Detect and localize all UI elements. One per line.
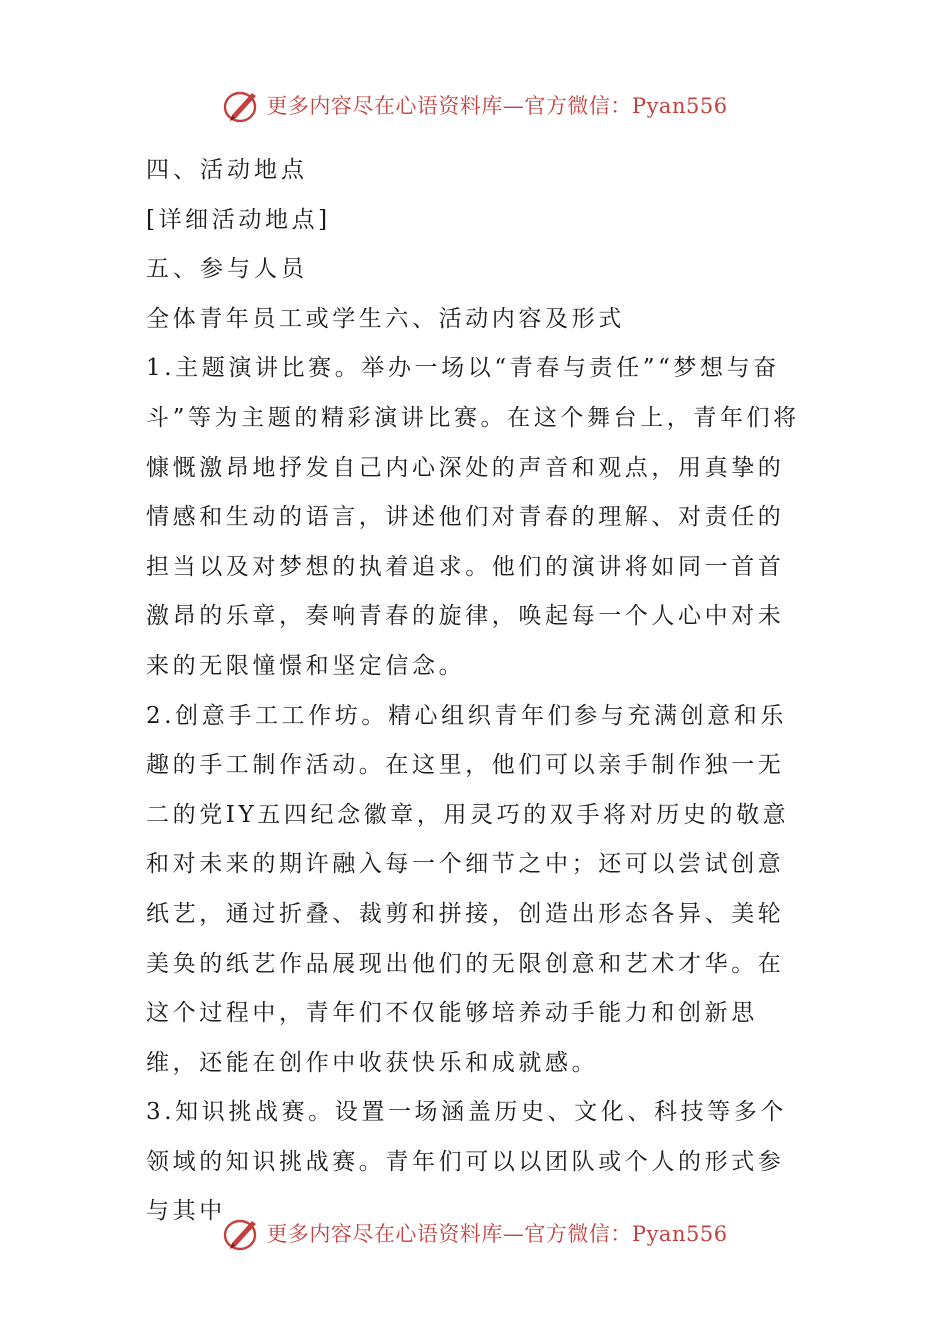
pen-logo-icon xyxy=(222,85,262,125)
pen-logo-icon xyxy=(222,1213,262,1253)
participants-line: 全体青年员工或学生六、活动内容及形式 xyxy=(146,305,625,332)
document-body xyxy=(146,146,810,1237)
paragraph-item-3: 3.知识挑战赛。设置一场涵盖历史、文化、科技等多个领域的知识挑战赛。青年们可以以团队或个人的形式参与其中 xyxy=(146,1099,787,1225)
footer-banner xyxy=(0,1210,950,1256)
paragraph-item-2: 2.创意手工工作坊。精心组织青年们参与充满创意和乐趣的手工制作活动。在这里，他们可以亲手制作独一无二的党IY五四纪念徽章，用灵巧的双手将对历史的敬意和对未来的期许融入每一个细节之中；还可以尝试创意纸艺，通过折叠、裁剪和拼接，创造出形态各异、美轮美奂的纸艺作品展现出他们的无限创意和艺术才华。在这个过程中，青年们不仅能够培养动手能力和创新思维，还能在创作中收获快乐和成就感。 xyxy=(146,702,790,1076)
header-banner xyxy=(0,82,950,128)
banner-text: 更多内容尽在心语资料库—官方微信：Pyan556 xyxy=(266,1222,728,1246)
banner-text: 更多内容尽在心语资料库—官方微信：Pyan556 xyxy=(266,94,728,118)
section-heading-participants: 五、参与人员 xyxy=(146,256,308,283)
location-placeholder: [详细活动地点] xyxy=(146,206,331,233)
paragraph-item-1: 1.主题演讲比赛。举办一场以“青春与责任”“梦想与奋斗”等为主题的精彩演讲比赛。在这个舞台上，青年们将慷慨激昂地抒发自己内心深处的声音和观点，用真挚的情感和生动的语言，讲述他们对青春的理解、对责任的担当以及对梦想的执着追求。他们的演讲将如同一首首激昂的乐章，奏响青春的旋律，唤起每一个人心中对未来的无限憧憬和坚定信念。 xyxy=(146,355,800,679)
section-heading-location: 四、活动地点 xyxy=(146,157,308,183)
